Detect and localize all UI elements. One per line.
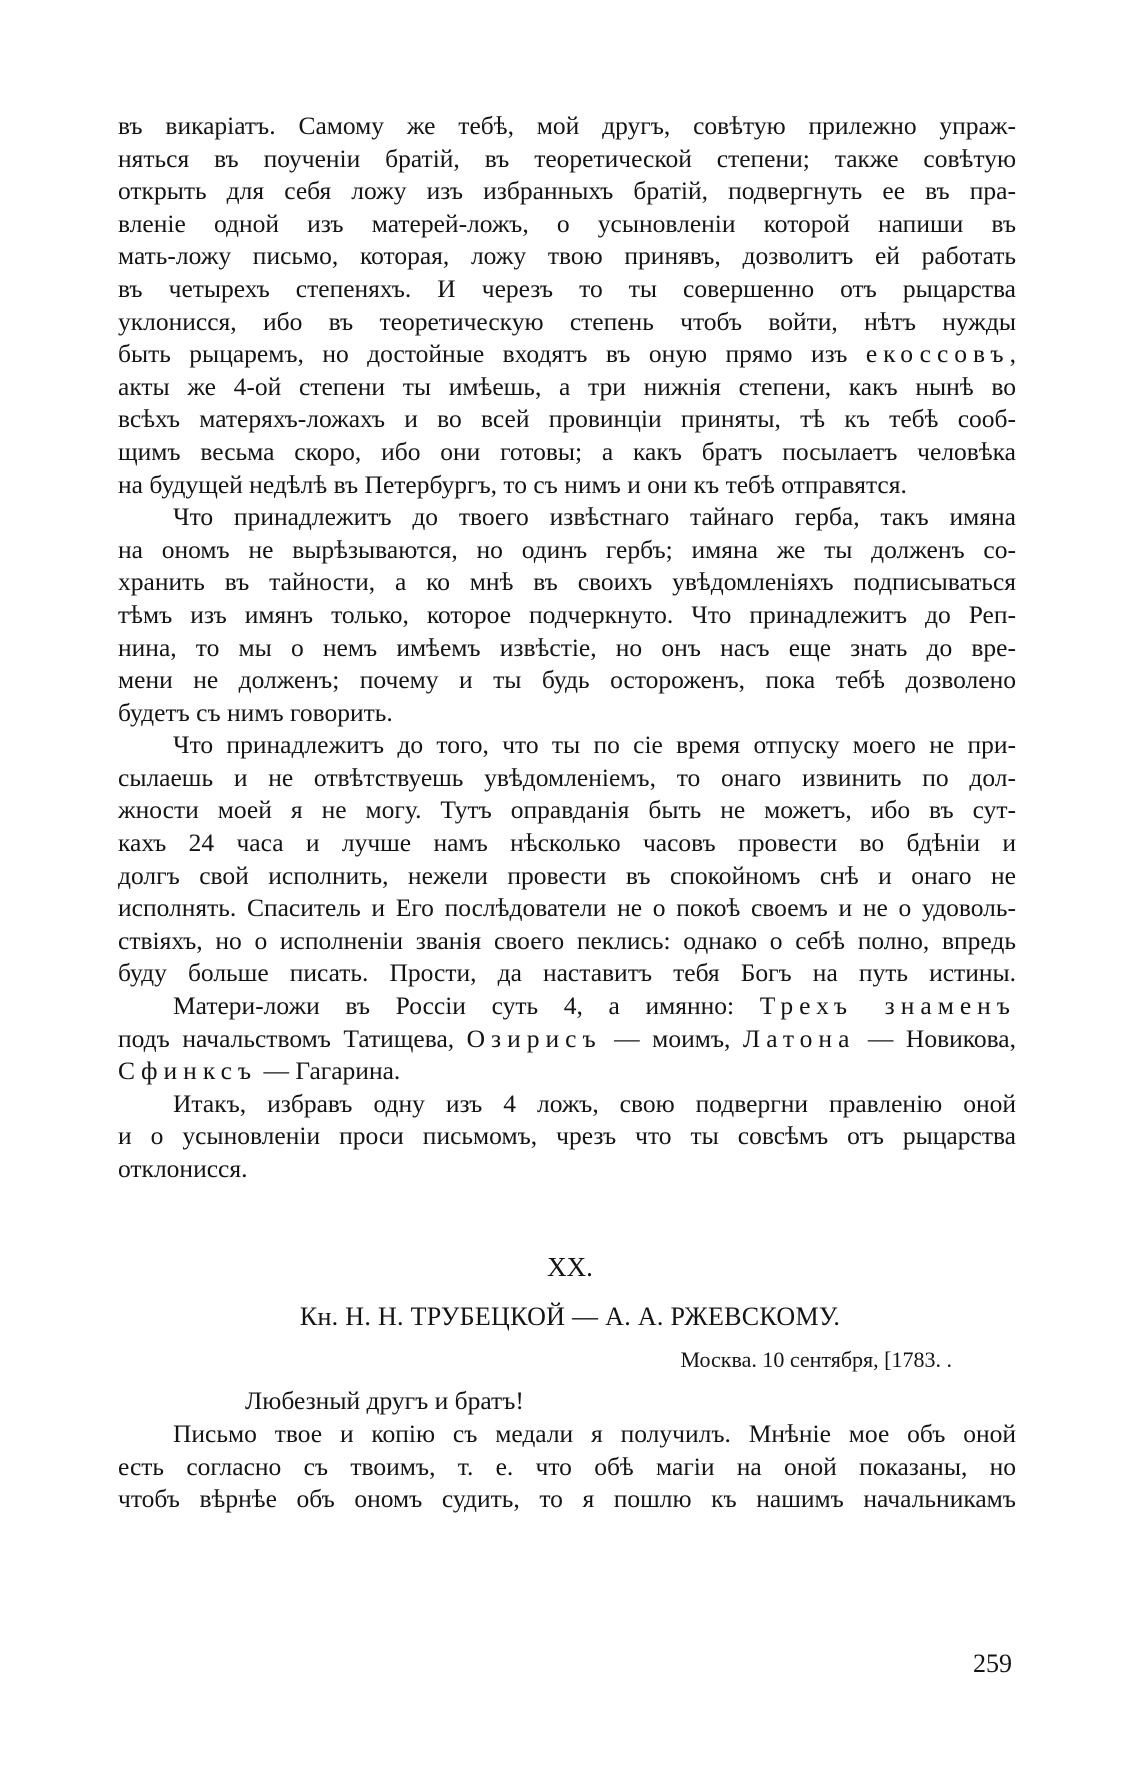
text-line: тѣмъ изъ имянъ только, которое подчеркнуто. Что принадлежитъ до Реп- bbox=[118, 599, 1016, 629]
text-line: долгъ свой исполнить, нежели провести въ спокойномъ снѣ и онаго не bbox=[118, 860, 1016, 890]
text-line: чтобъ вѣрнѣе объ ономъ судить, то я пошлю къ нашимъ начальникамъ bbox=[118, 1484, 1016, 1514]
letter-text bbox=[118, 1384, 1016, 1516]
text-line: акты же 4-ой степени ты имѣешь, а три нижнія степени, какъ нынѣ во bbox=[118, 371, 1016, 401]
dateline: Москва. 10 сентября, [1783. . bbox=[680, 1347, 952, 1372]
salutation: Любезный другъ и братъ! bbox=[245, 1386, 524, 1415]
paragraph-1 bbox=[118, 110, 1016, 501]
spaced-term: екоссовъ bbox=[865, 339, 1010, 369]
section-number: XX. bbox=[547, 1252, 593, 1282]
text-line: кахъ 24 часа и лучше намъ нѣсколько часовъ провести во бдѣніи и bbox=[118, 828, 1016, 858]
text-line: Что принадлежитъ до того, что ты по сіе время отпуску моего не при- bbox=[173, 730, 1016, 760]
text-line: открыть для себя ложу изъ избранныхъ братій, подвергнуть ее въ пра- bbox=[118, 176, 1016, 206]
text-line: ствіяхъ, но о исполненіи званія своего пеклись: однако о себѣ полно, впредь bbox=[118, 925, 1016, 955]
text-segment: — Гагарина. bbox=[257, 1056, 401, 1086]
main-text bbox=[118, 110, 1016, 1186]
lodge-name-sphinx: Сфинксъ bbox=[118, 1056, 258, 1086]
text-segment: Матери-ложи въ Россіи суть 4, а имянно: bbox=[173, 991, 760, 1021]
text-line bbox=[118, 1055, 1016, 1088]
paragraph-2 bbox=[118, 501, 1016, 729]
text-line: Письмо твое и копію съ медали я получилъ. Мнѣніе мое объ оной bbox=[173, 1419, 1016, 1448]
text-line: на ономъ не вырѣзываются, но одинъ гербъ; имяна же ты долженъ со- bbox=[118, 534, 1016, 564]
text-line: мать-ложу письмо, которая, ложу твою принявъ, дозволитъ ей работать bbox=[118, 241, 1016, 271]
text-line: Что принадлежитъ до твоего извѣстнаго тайнаго герба, такъ имяна bbox=[173, 502, 1016, 532]
paragraph-4 bbox=[118, 990, 1016, 1088]
text-line: нина, то мы о немъ имѣемъ извѣстіе, но онъ насъ еще знать до вре- bbox=[118, 632, 1016, 662]
text-line bbox=[118, 338, 1016, 371]
text-line: и о усыновленіи проси письмомъ, чрезъ что ты совсѣмъ отъ рыцарства bbox=[118, 1121, 1016, 1151]
text-line: будетъ съ нимъ говорить. bbox=[118, 697, 393, 727]
text-segment: подъ начальствомъ Татищева, bbox=[118, 1023, 467, 1053]
text-line: жности моей я не могу. Тутъ оправданія быть не можетъ, ибо въ сут- bbox=[118, 795, 1016, 825]
text-segment: , bbox=[1009, 339, 1016, 369]
text-line: есть согласно съ твоимъ, т. е. что обѣ магіи на оной показаны, но bbox=[118, 1451, 1016, 1481]
text-line: всѣхъ матеряхъ-ложахъ и во всей провинціи приняты, тѣ къ тебѣ сооб- bbox=[118, 404, 1016, 434]
text-line bbox=[118, 1023, 1016, 1056]
text-line: вленіе одной изъ матерей-ложъ, о усыновленіи которой напиши въ bbox=[118, 208, 1016, 238]
text-segment: быть рыцаремъ, но достойные входятъ въ оную прямо изъ bbox=[118, 339, 866, 369]
text-line: щимъ весьма скоро, ибо они готовы; а какъ братъ посылаетъ человѣка bbox=[118, 436, 1016, 466]
text-line: отклонисся. bbox=[118, 1154, 248, 1183]
text-line: въ викаріатъ. Самому же тебѣ, мой другъ, совѣтую прилежно упраж- bbox=[118, 111, 1016, 140]
text-line: буду больше писать. Прости, да наставитъ тебя Богъ на путь истины. bbox=[118, 958, 1016, 988]
text-segment: — Новикова, bbox=[855, 1023, 1016, 1053]
text-line: сылаешь и не отвѣтствуешь увѣдомленіемъ, то онаго извинить по дол- bbox=[118, 762, 1016, 792]
text-line: исполнять. Спаситель и Его послѣдователи не о покоѣ своемъ и не о удоволь- bbox=[118, 893, 1016, 923]
text-line: въ четырехъ степеняхъ. И черезъ то ты совершенно отъ рыцарства bbox=[118, 273, 1016, 303]
paragraph-3 bbox=[118, 729, 1016, 990]
paragraph-5 bbox=[118, 1088, 1016, 1186]
lodge-name-latona: Латона bbox=[742, 1023, 856, 1053]
text-line: уклонисся, ибо въ теоретическую степень чтобъ войти, нѣтъ нужды bbox=[118, 306, 1016, 336]
lodge-name-osiris: Озирисъ bbox=[466, 1023, 602, 1053]
text-segment: — моимъ, bbox=[601, 1023, 743, 1053]
page-number: 259 bbox=[973, 1649, 1012, 1678]
text-line bbox=[118, 990, 1016, 1023]
lodge-name-three-banners: Трехъ знаменъ bbox=[759, 991, 1016, 1021]
text-line: Итакъ, избравъ одну изъ 4 ложъ, свою подвергни правленію оной bbox=[173, 1088, 1016, 1118]
text-line: хранить въ тайности, а ко мнѣ въ своихъ увѣдомленіяхъ подписываться bbox=[118, 567, 1016, 597]
text-line: няться въ поученіи братій, въ теоретической степени; также совѣтую bbox=[118, 143, 1016, 173]
text-line: мени не долженъ; почему и ты будь остороженъ, пока тебѣ дозволено bbox=[118, 665, 1016, 695]
text-line: на будущей недѣлѣ въ Петербургъ, то съ нимъ и они къ тебѣ отправятся. bbox=[118, 469, 907, 499]
section-title: Кн. Н. Н. ТРУБЕЦКОЙ — А. А. РЖЕВСКОМУ. bbox=[299, 1302, 841, 1331]
